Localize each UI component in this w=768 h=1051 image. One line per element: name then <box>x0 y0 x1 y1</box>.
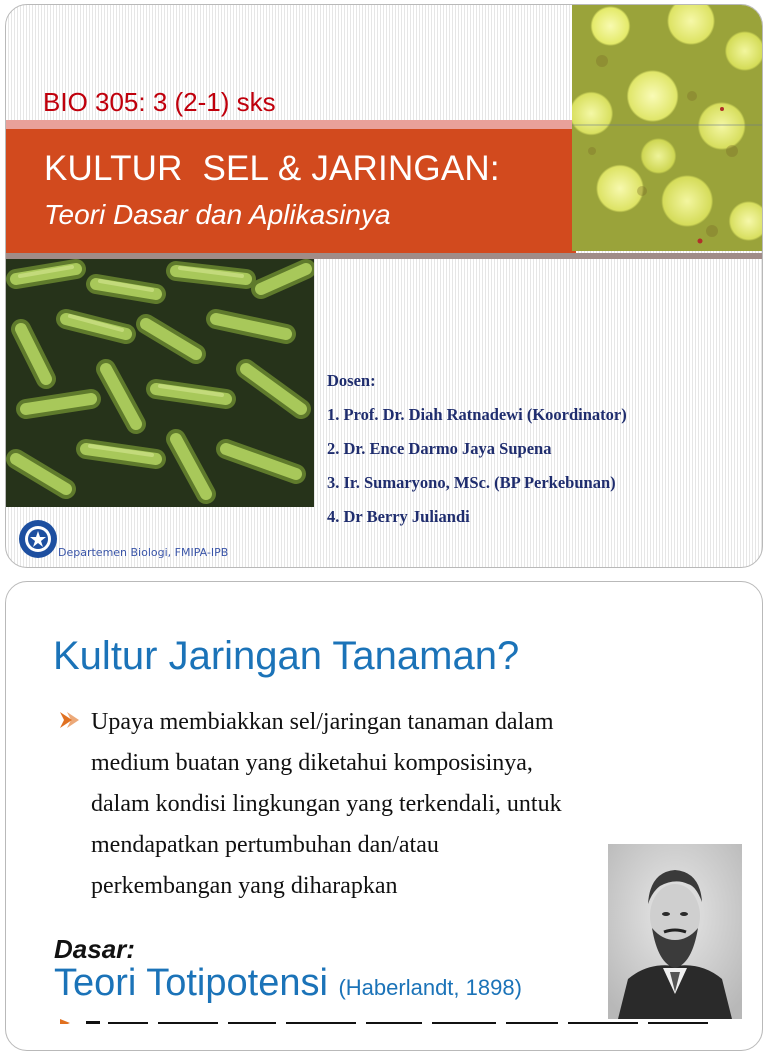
department-label: Departemen Biologi, FMIPA-IPB <box>58 546 229 559</box>
course-code: BIO 305: 3 (2-1) sks <box>43 87 276 117</box>
cells-photo <box>6 259 314 507</box>
slide-heading: Kultur Jaringan Tanaman? <box>53 634 520 678</box>
slide-subtitle: Teori Dasar dan Aplikasinya <box>44 199 391 230</box>
lecturer-item: 4. Dr Berry Juliandi <box>327 507 470 526</box>
accent-band <box>6 120 576 129</box>
title-band <box>6 129 576 253</box>
theory-name: Teori Totipotensi <box>54 962 328 1004</box>
dosen-label: Dosen: <box>327 371 376 390</box>
bullet-line: mendapatkan pertumbuhan dan/atau <box>91 832 439 858</box>
title-slide <box>5 4 763 568</box>
content-slide <box>5 581 763 1051</box>
truncated-next-line <box>58 1012 758 1024</box>
arrow-right-bullet-icon <box>58 710 82 730</box>
haberlandt-portrait <box>608 844 742 1019</box>
theory-reference: (Haberlandt, 1898) <box>338 975 522 1000</box>
lecturer-item: 1. Prof. Dr. Diah Ratnadewi (Koordinator) <box>327 405 627 424</box>
ipb-logo-icon <box>18 519 58 559</box>
lecturer-list <box>327 371 627 541</box>
lecturer-item: 2. Dr. Ence Darmo Jaya Supena <box>327 439 552 458</box>
bullet-line: dalam kondisi lingkungan yang terkendali, untuk <box>91 791 562 817</box>
bullet-line: medium buatan yang diketahui komposisinya, <box>91 750 533 776</box>
slide-title: KULTUR SEL & JARINGAN: <box>44 149 500 188</box>
basis-label: Dasar: <box>54 934 135 964</box>
theory-title <box>54 962 522 1005</box>
bullet-line: Upaya membiakkan sel/jaringan tanaman dalam <box>91 709 554 735</box>
bullet-line: perkembangan yang diharapkan <box>91 873 398 899</box>
callus-photo <box>572 4 763 251</box>
lecturer-item: 3. Ir. Sumaryono, MSc. (BP Perkebunan) <box>327 473 616 492</box>
